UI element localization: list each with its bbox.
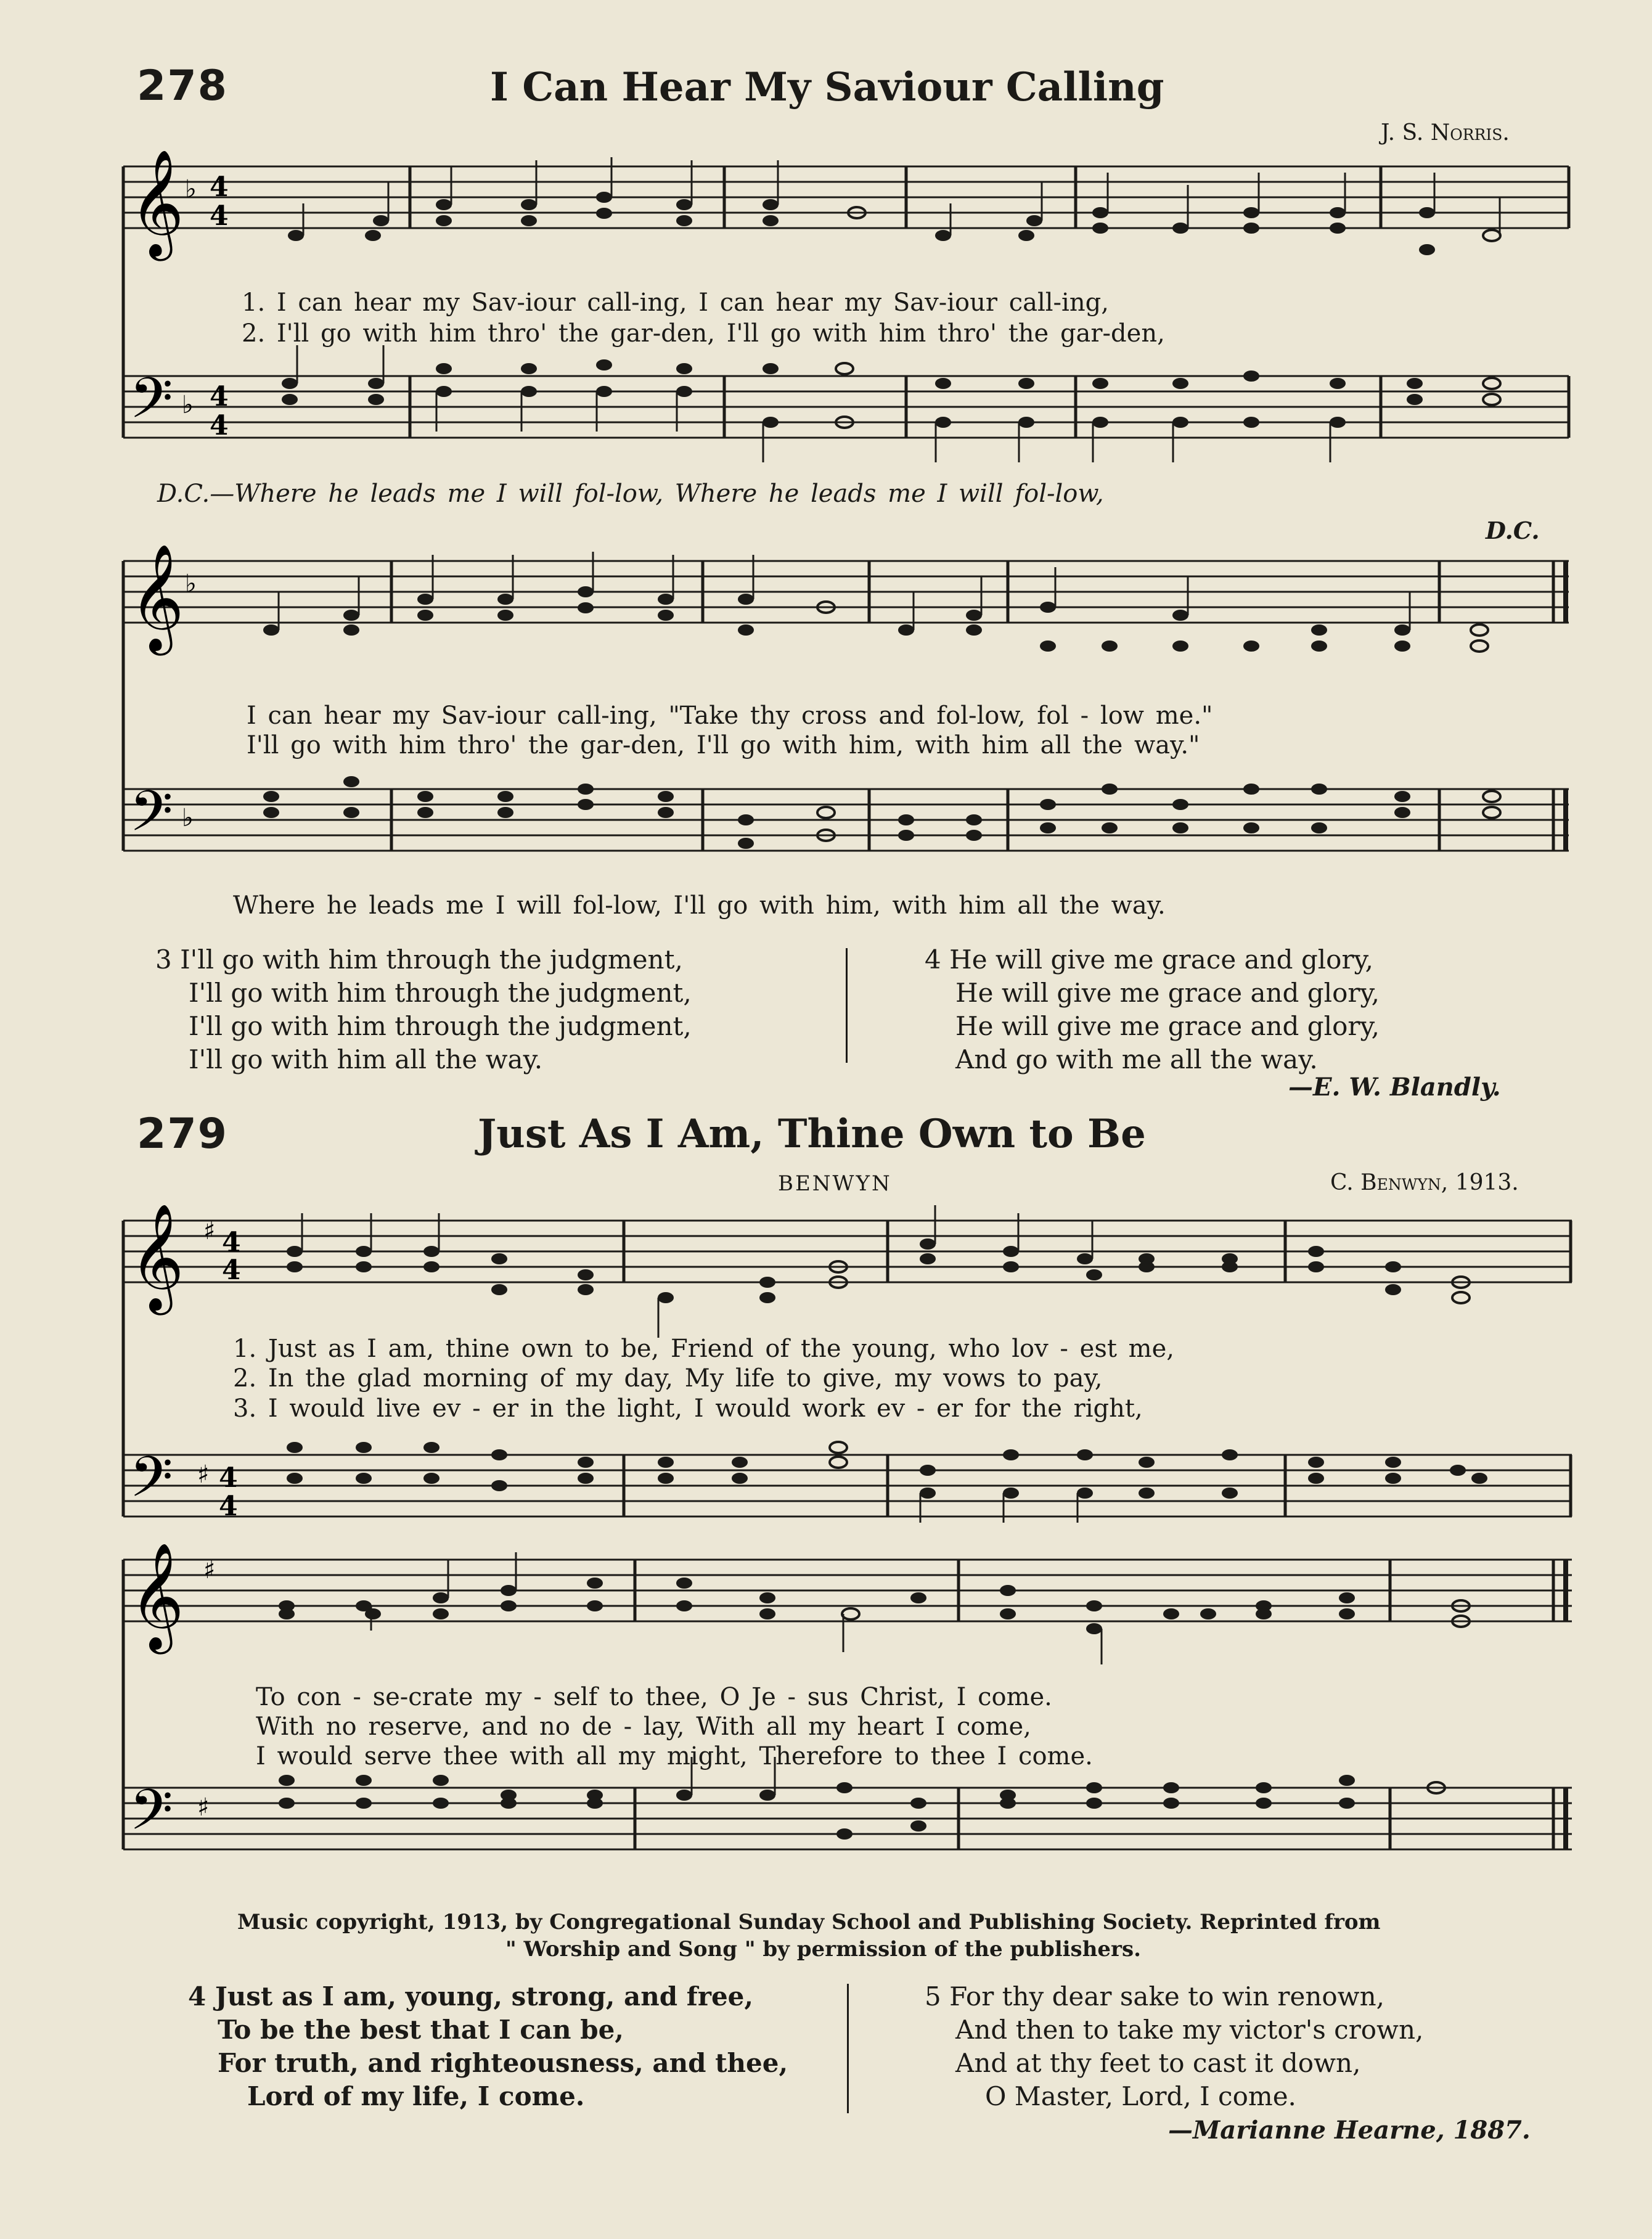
hymn-279-line2-verse3: I would serve thee with all my might, Therefore to thee I come. bbox=[256, 1742, 1093, 1770]
verse-line: He will give me grace and glory, bbox=[955, 978, 1380, 1008]
hymn-279-number: 279 bbox=[137, 1110, 228, 1158]
hymn-279-verse-5 bbox=[925, 1980, 1423, 2113]
hymn-279-author: —Marianne Hearne, 1887. bbox=[1168, 2116, 1531, 2145]
verse-line: And go with me all the way. bbox=[955, 1044, 1318, 1074]
svg-text:♯: ♯ bbox=[203, 1216, 216, 1245]
verse-line: I'll go with him through the judgment, bbox=[189, 978, 692, 1008]
hymn-278-dc-mark: D.C. bbox=[1486, 517, 1540, 544]
hymn-278-composer: J. S. Norris. bbox=[1381, 120, 1510, 145]
hymn-278-author: —E. W. Blandly. bbox=[1288, 1073, 1501, 1102]
svg-text:♭: ♭ bbox=[185, 174, 197, 203]
svg-text:4: 4 bbox=[210, 381, 229, 412]
hymn-278-number: 278 bbox=[137, 62, 228, 110]
hymn-278-verse-3 bbox=[155, 943, 692, 1076]
svg-text:♭: ♭ bbox=[182, 803, 194, 832]
verse-line: I'll go with him through the judgment, bbox=[189, 1011, 692, 1041]
svg-text:𝄢: 𝄢 bbox=[129, 1444, 173, 1523]
bass-clef-icon: 𝄢 bbox=[129, 366, 173, 444]
svg-text:♭: ♭ bbox=[182, 390, 194, 419]
verse-line: And then to take my victor's crown, bbox=[955, 2015, 1424, 2045]
hymn-278-line2-verse1: I can hear my Sav-iour call-ing, "Take thy cross and fol-low, fol - low me." bbox=[247, 702, 1213, 730]
verse-line: 4 He will give me grace and glory, bbox=[925, 944, 1374, 975]
svg-text:♯: ♯ bbox=[197, 1460, 210, 1489]
hymn-278-line2-verse2: I'll go with him thro' the gar-den, I'll go with him, with him all the way." bbox=[247, 731, 1200, 759]
svg-text:4: 4 bbox=[222, 1255, 241, 1286]
hymn-279-title: Just As I Am, Thine Own to Be bbox=[478, 1111, 1146, 1157]
verse-line: 3 I'll go with him through the judgment, bbox=[155, 944, 683, 975]
treble-clef-icon: 𝄞 bbox=[129, 149, 184, 256]
hymn-279-line2-verse2: With no reserve, and no de - lay, With all my heart I come, bbox=[256, 1713, 1031, 1741]
treble-staff-1 bbox=[123, 166, 1569, 228]
hymn-278-line1-verse2: 2. I'll go with him thro' the gar-den, I'll go with him thro' the gar-den, bbox=[242, 319, 1165, 348]
hymn-278-refrain-bottom: Where he leads me I will fol-low, I'll go with him, with him all the way. bbox=[233, 891, 1166, 920]
hymn-278-verse-4 bbox=[925, 943, 1380, 1076]
hymn-279-line1-verse2: 2. In the glad morning of my day, My life to give, my vows to pay, bbox=[233, 1364, 1103, 1393]
hymn-279-composer: C. Benwyn, 1913. bbox=[1330, 1170, 1519, 1195]
verse-line: O Master, Lord, I come. bbox=[985, 2081, 1296, 2111]
svg-text:4: 4 bbox=[210, 200, 229, 232]
verse-line: 5 For thy dear sake to win renown, bbox=[925, 1981, 1385, 2012]
verse-line: Lord of my life, I come. bbox=[247, 2081, 585, 2111]
svg-text:𝄢: 𝄢 bbox=[129, 1777, 173, 1856]
svg-text:♯: ♯ bbox=[203, 1555, 216, 1584]
hymn-278-line1-verse1: 1. I can hear my Sav-iour call-ing, I can hear my Sav-iour call-ing, bbox=[242, 289, 1109, 317]
verse-line: 4 Just as I am, young, strong, and free, bbox=[188, 1981, 754, 2012]
hymn-278-dc-line: D.C.—Where he leads me I will fol-low, Where he leads me I will fol-low, bbox=[157, 480, 1104, 508]
hymn-279-tune: BENWYN bbox=[778, 1171, 892, 1196]
svg-text:4: 4 bbox=[210, 410, 229, 441]
verse-line: And at thy feet to cast it down, bbox=[955, 2048, 1361, 2078]
svg-text:𝄞: 𝄞 bbox=[129, 1203, 184, 1311]
hymn-278-title: I Can Hear My Saviour Calling bbox=[490, 64, 1164, 110]
svg-text:𝄢: 𝄢 bbox=[129, 779, 173, 858]
verse-line: He will give me grace and glory, bbox=[955, 1011, 1380, 1041]
verse-line: To be the best that I can be, bbox=[218, 2015, 624, 2045]
verse-divider bbox=[847, 1984, 849, 2113]
svg-text:4: 4 bbox=[222, 1227, 241, 1258]
hymn-279-copyright-line-1: Music copyright, 1913, by Congregational Sunday School and Publishing Society. Reprinted from bbox=[237, 1910, 1381, 1934]
hymn-279-line2-verse1: To con - se-crate my - self to thee, O Je - sus Christ, I come. bbox=[256, 1683, 1052, 1711]
svg-text:♭: ♭ bbox=[185, 569, 197, 598]
hymn-279-verse-4 bbox=[188, 1980, 788, 2113]
svg-text:4: 4 bbox=[210, 171, 229, 203]
verse-divider bbox=[846, 948, 848, 1063]
svg-text:𝄞: 𝄞 bbox=[129, 544, 184, 651]
hymn-279-copyright-line-2: " Worship and Song " by permission of the publishers. bbox=[505, 1937, 1141, 1962]
verse-line: I'll go with him all the way. bbox=[189, 1044, 543, 1074]
svg-text:4: 4 bbox=[219, 1491, 238, 1522]
hymn-279-line1-verse1: 1. Just as I am, thine own to be, Friend of the young, who lov - est me, bbox=[233, 1335, 1174, 1363]
svg-text:4: 4 bbox=[219, 1462, 238, 1494]
svg-text:𝄞: 𝄞 bbox=[129, 1542, 184, 1650]
hymn-279-line1-verse3: 3. I would live ev - er in the light, I would work ev - er for the right, bbox=[233, 1394, 1143, 1423]
svg-text:♯: ♯ bbox=[197, 1793, 210, 1822]
verse-line: For truth, and righteousness, and thee, bbox=[218, 2048, 788, 2078]
